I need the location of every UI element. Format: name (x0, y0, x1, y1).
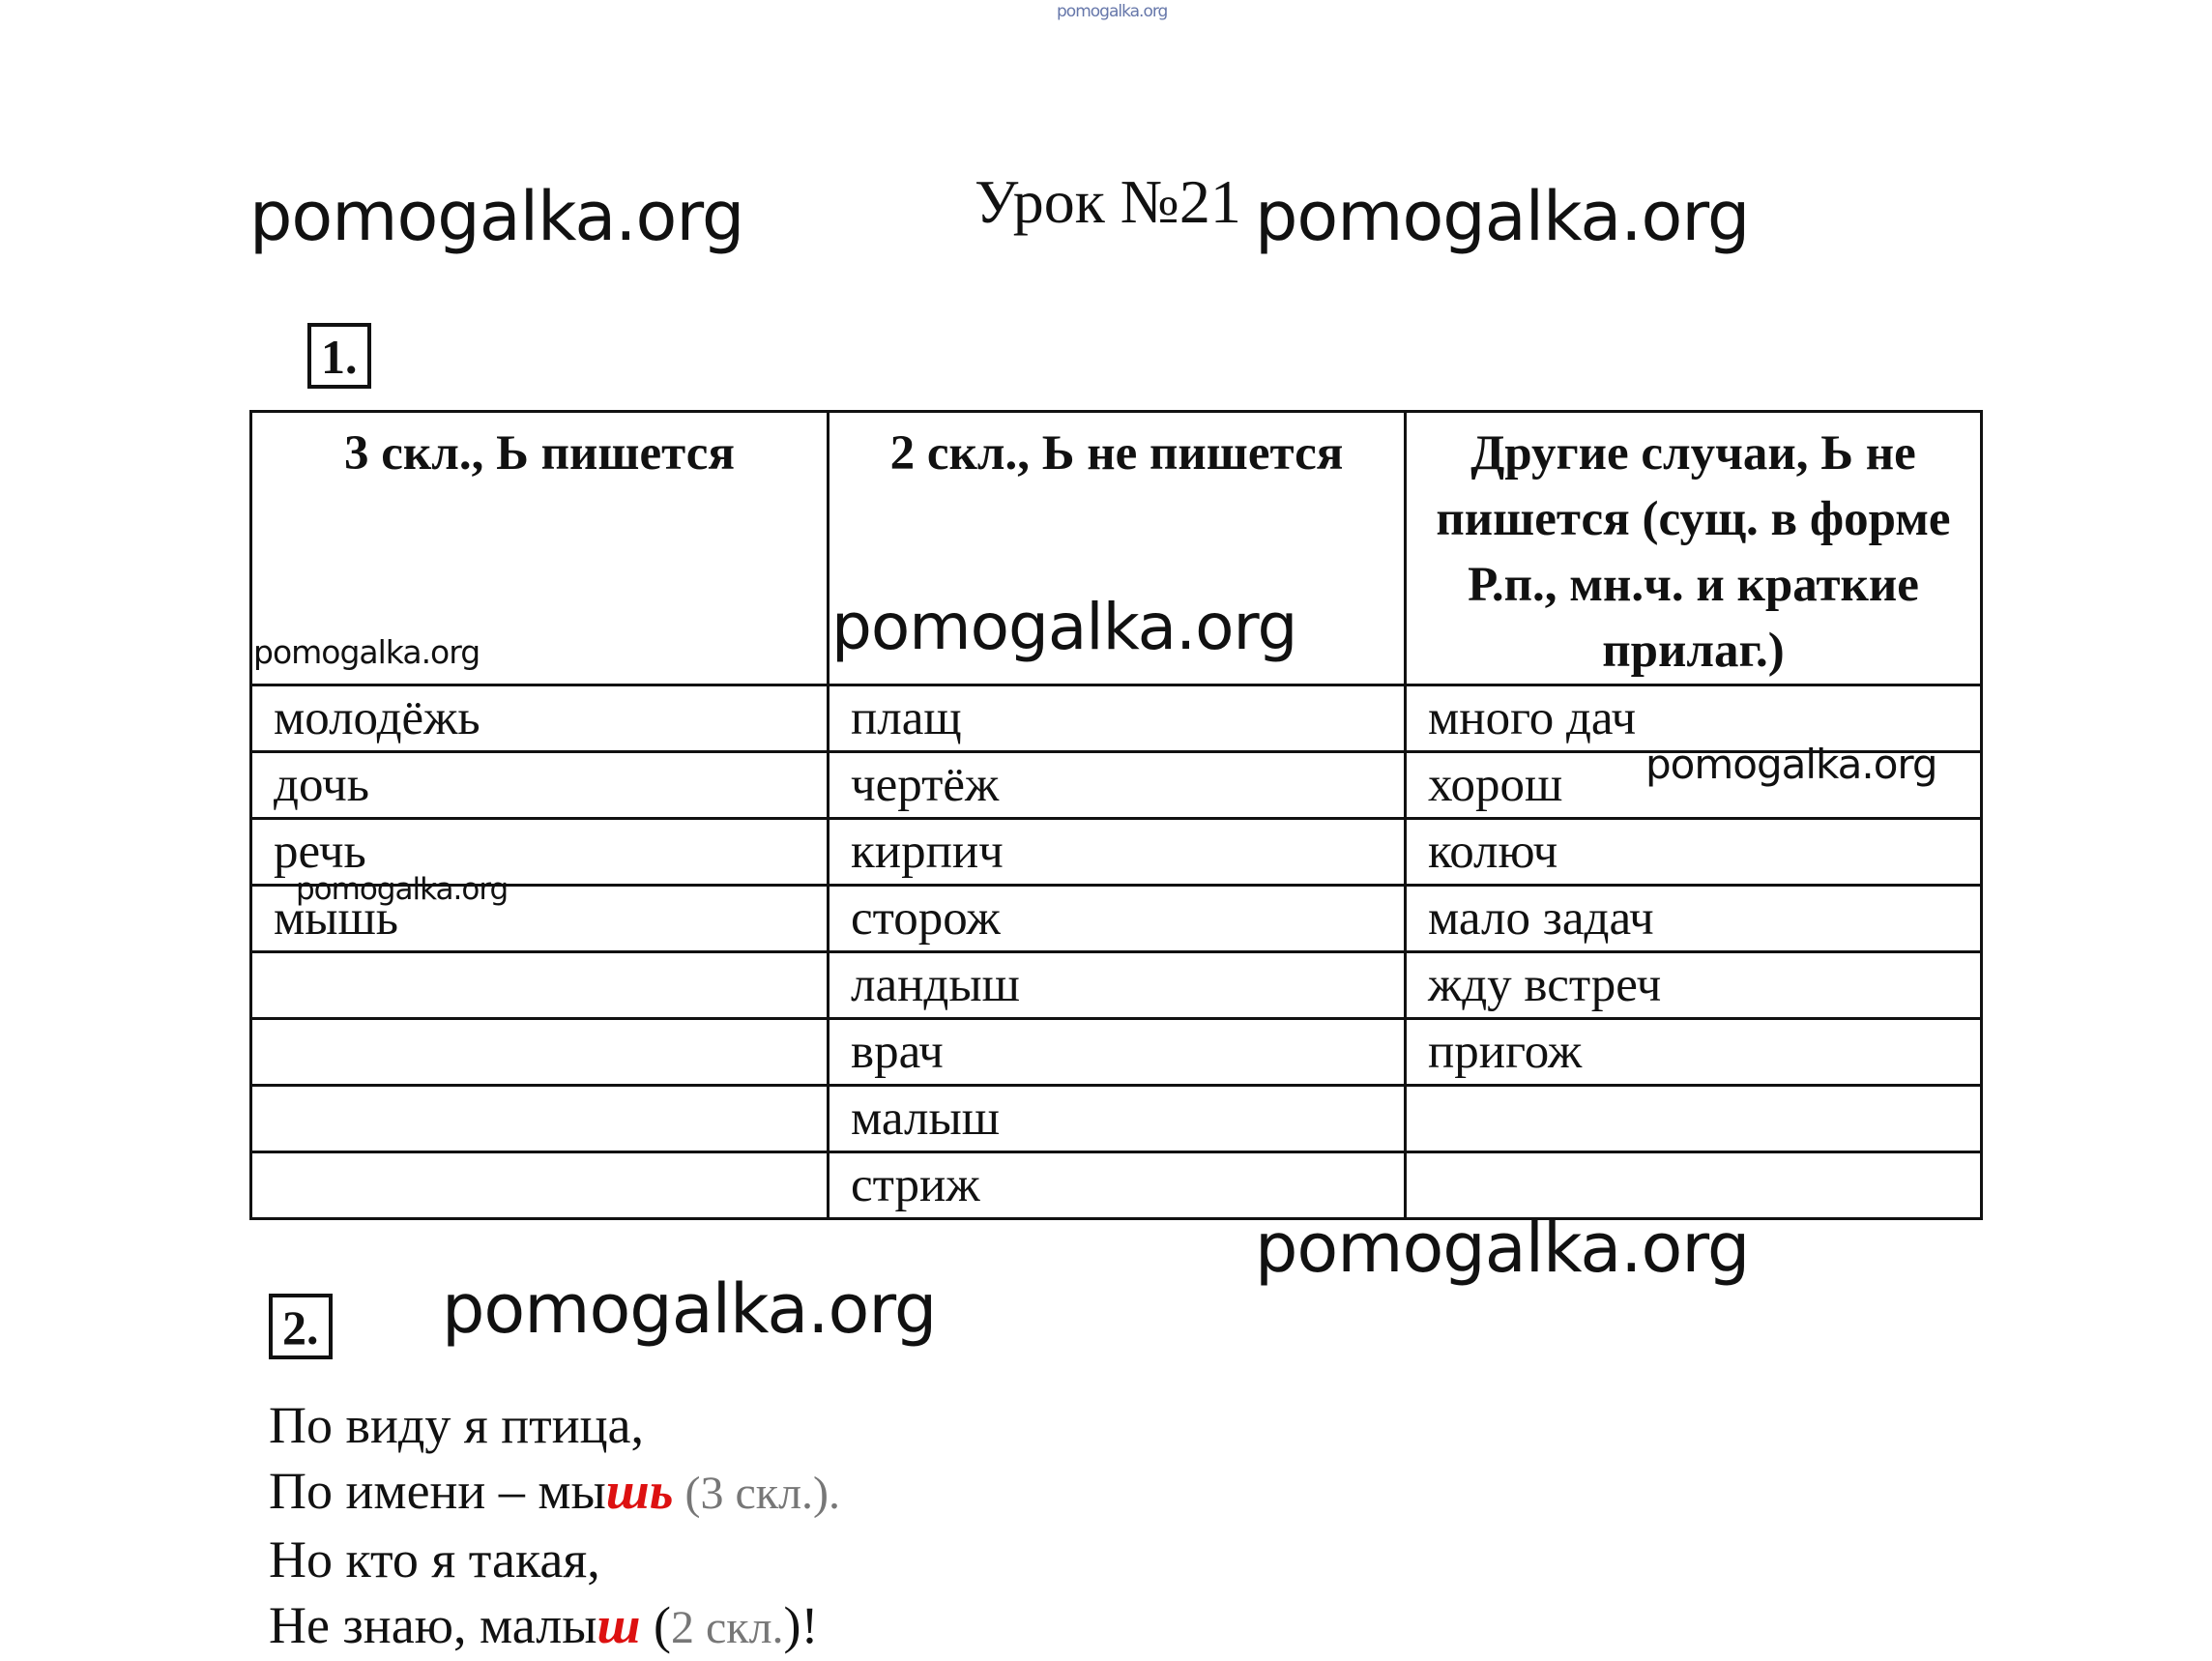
watermark-top: pomogalka.org (1057, 2, 1168, 21)
declension-note-3: (3 скл.). (673, 1468, 841, 1519)
table-row (251, 1086, 1982, 1152)
watermark-right-top: pomogalka.org (1255, 177, 1750, 256)
table-row (251, 1019, 1982, 1086)
header-col-1: 3 скл., Ь пишется (251, 412, 829, 685)
table-cell: малыш (829, 1086, 1406, 1152)
poem-line-3: Но кто я такая, (269, 1530, 600, 1588)
watermark-bottom-right: pomogalka.org (1255, 1209, 1750, 1288)
ending-sh: ш (597, 1596, 641, 1654)
table-cell: дочь (251, 752, 829, 819)
lesson-title: Урок №21 (975, 167, 1241, 236)
poem-line-4-text: Не знаю, малы (269, 1596, 597, 1654)
table-cell: хорош (1406, 752, 1982, 819)
table-row (251, 819, 1982, 886)
task-1-number: 1. (307, 323, 371, 389)
table-row (251, 952, 1982, 1019)
table-cell: стриж (829, 1152, 1406, 1219)
riddle-poem (269, 1392, 840, 1661)
table-cell: речь (251, 819, 829, 886)
table-cell: жду встреч (1406, 952, 1982, 1019)
watermark-table-right: pomogalka.org (1645, 741, 1937, 788)
table-cell: ландыш (829, 952, 1406, 1019)
table-cell: чертёж (829, 752, 1406, 819)
table-cell (251, 952, 829, 1019)
table-cell: много дач (1406, 685, 1982, 752)
table-cell: пригож (1406, 1019, 1982, 1086)
table-cell: плащ (829, 685, 1406, 752)
paren-close: )! (783, 1596, 819, 1654)
declension-note-2: 2 скл. (670, 1602, 784, 1653)
watermark-table-row: pomogalka.org (296, 872, 509, 907)
watermark-table-center: pomogalka.org (831, 590, 1297, 664)
table-cell: кирпич (829, 819, 1406, 886)
watermark-left-top: pomogalka.org (249, 177, 744, 256)
task-2-number: 2. (269, 1294, 333, 1359)
watermark-bottom-left: pomogalka.org (442, 1269, 937, 1349)
header-col-2: 2 скл., Ь не пишется (829, 412, 1406, 685)
header-col-3: Другие случаи, Ь не пишется (сущ. в форме Р.п., мн.ч. и краткие прилаг.) (1406, 412, 1982, 685)
poem-line-4 (269, 1592, 840, 1661)
poem-line-2 (269, 1458, 840, 1527)
table-cell: мышь (251, 886, 829, 952)
watermark-table-small-left: pomogalka.org (253, 633, 480, 671)
table-cell (251, 1152, 829, 1219)
poem-line-1: По виду я птица, (269, 1396, 644, 1454)
table-cell (1406, 1086, 1982, 1152)
ending-shch-soft: шь (605, 1462, 674, 1520)
table-row (251, 886, 1982, 952)
table-cell (251, 1019, 829, 1086)
table-cell: сторож (829, 886, 1406, 952)
table-cell: мало задач (1406, 886, 1982, 952)
paren-open: ( (640, 1596, 671, 1654)
table-cell (251, 1086, 829, 1152)
poem-line-2-text: По имени – мы (269, 1462, 606, 1520)
table-cell: колюч (1406, 819, 1982, 886)
table-cell: врач (829, 1019, 1406, 1086)
word-table (249, 410, 1983, 1220)
table-cell: молодёжь (251, 685, 829, 752)
